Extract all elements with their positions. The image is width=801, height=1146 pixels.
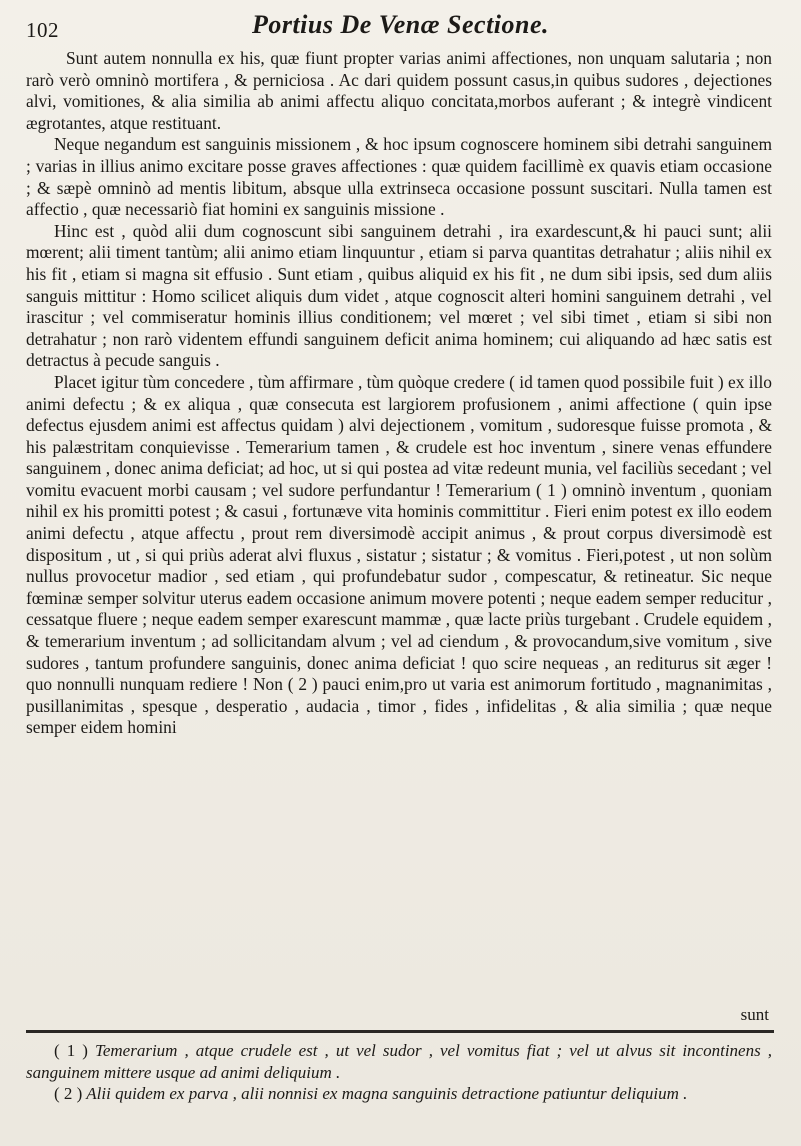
paragraph: Neque negandum est sanguinis missionem , & hoc ipsum cognoscere hominem sibi detrahi sanguinem ; varias in illius animo excitare posse graves affectiones : quæ quidem facillimè ex quavis etiam occasione ; & sæpè omninò ad mentis libitum, absque ulla extrinseca occasione possunt suscitari. Nulla tamen est affectio , quæ necessariò fiat homini ex sanguinis missione .: [26, 134, 772, 220]
paragraph: Placet igitur tùm concedere , tùm affirmare , tùm quòque credere ( id tamen quod possibile fuit ) ex illo animi defectu ; & ex aliqua , quæ consecuta est largiorem profusionem , animi affectione ( quin ipse defectus ejusdem animi est affectus quidam ) alvi dejectionem , vomitum , sudoresque fuisse promota , & his palæstritam conquievisse . Temerarium tamen , & crudele est hoc inventum , sinere venas effundere sanguinem , donec anima deficiat; ad hoc, ut si qui postea ad vitæ redeunt munia, vel faciliùs secedant ; vel vomitu evacuent morbi causam ; vel sudore perfundantur ! Temerarium ( 1 ) omninò inventum , quoniam nihil ex his promitti potest ; & casui , fortunæve vita hominis committitur . Fieri enim potest ex illo eodem animi defectu , atque affectu , prout rem diversimodè accipit animus , & prout corpus diversimodè est dispositum , ut , si qui priùs aderat alvi fluxus , sistatur ; sistatur ; & vomitus . Fieri,potest , ut non solùm nullus provocetur madior , sed etiam , qui profundebatur sudor , compescatur, & retineatur. Sic neque fœminæ semper solvitur uterus eadem occasione animum movere potenti ; neque eadem semper reducitur , cessatque fluere ; neque eadem semper exarescunt mammæ , quæ lacte priùs turgebant . Crudele equidem , & temerarium inventum ; ad sollicitandam alvum ; vel ad ciendum , & provocandum,sive vomitum , sive sudores , tantum profundere sanguinis, donec anima deficiat ! quo scire nequeas , an rediturus sit æger ! quo nonnulli nunquam rediere ! Non ( 2 ) pauci enim,pro ut varia est animorum fortitudo , magnanimitas , pusillanimitas , spesque , desperatio , audacia , timor , fides , infidelitas , & alia similia ; quæ neque semper eidem homini: [26, 371, 772, 738]
page-number: 102: [26, 18, 59, 42]
footnote-mark: ( 1 ): [54, 1041, 88, 1060]
body-text: [26, 48, 772, 739]
footnote-text: Alii quidem ex parva , alii nonnisi ex magna sanguinis detractione patiuntur deliquium .: [86, 1084, 688, 1103]
footnote: [26, 1040, 772, 1083]
footnote: [26, 1083, 772, 1105]
paragraph: Hinc est , quòd alii dum cognoscunt sibi sanguinem detrahi , ira exardescunt,& hi pauci sunt; alii mœrent; alii timent tantùm; alii animo etiam linquuntur , etiam si parva quantitas detrahatur ; aliis nihil ex his fit , etiam si magna sit effusio . Sunt etiam , quibus aliquid ex his fit , ne dum sibi ipsis, sed dum aliis sanguis mittitur : Homo scilicet aliquis dum videt , atque cognoscit alteri homini sanguinem detrahi , vel irascitur ; vel commiseratur hominis illius conditionem; vel mœret ; vel sibi timet , etiam si sibi non detrahatur ; non rarò videntem effundi sanguinem deficit anima hominem; cui aliquando ad hæc satis est detractus à pecude sanguis .: [26, 220, 772, 371]
footnotes: [26, 1040, 772, 1105]
page-header: [0, 4, 801, 44]
catchword: sunt: [740, 1005, 769, 1024]
footnote-text: Temerarium , atque crudele est , ut vel sudor , vel vomitus fiat ; vel ut alvus sit incontinens , sanguinem mittere usque ad animi deliquium .: [26, 1041, 773, 1082]
paragraph: Sunt autem nonnulla ex his, quæ fiunt propter varias animi affectiones, non unquam salutaria ; non rarò verò omninò mortifera , & perniciosa . Ac dari quidem possunt casus,in quibus sudores , dejectiones alvi, vomitiones, & alia similia ab animi affectu aliquo concitata,morbos auferant ; & integrè vindicent ægrotantes, atque restituant.: [26, 48, 772, 133]
footnote-mark: ( 2 ): [54, 1084, 83, 1103]
footnote-rule: [26, 1030, 774, 1033]
running-title: Portius De Venæ Sectione.: [251, 10, 550, 39]
